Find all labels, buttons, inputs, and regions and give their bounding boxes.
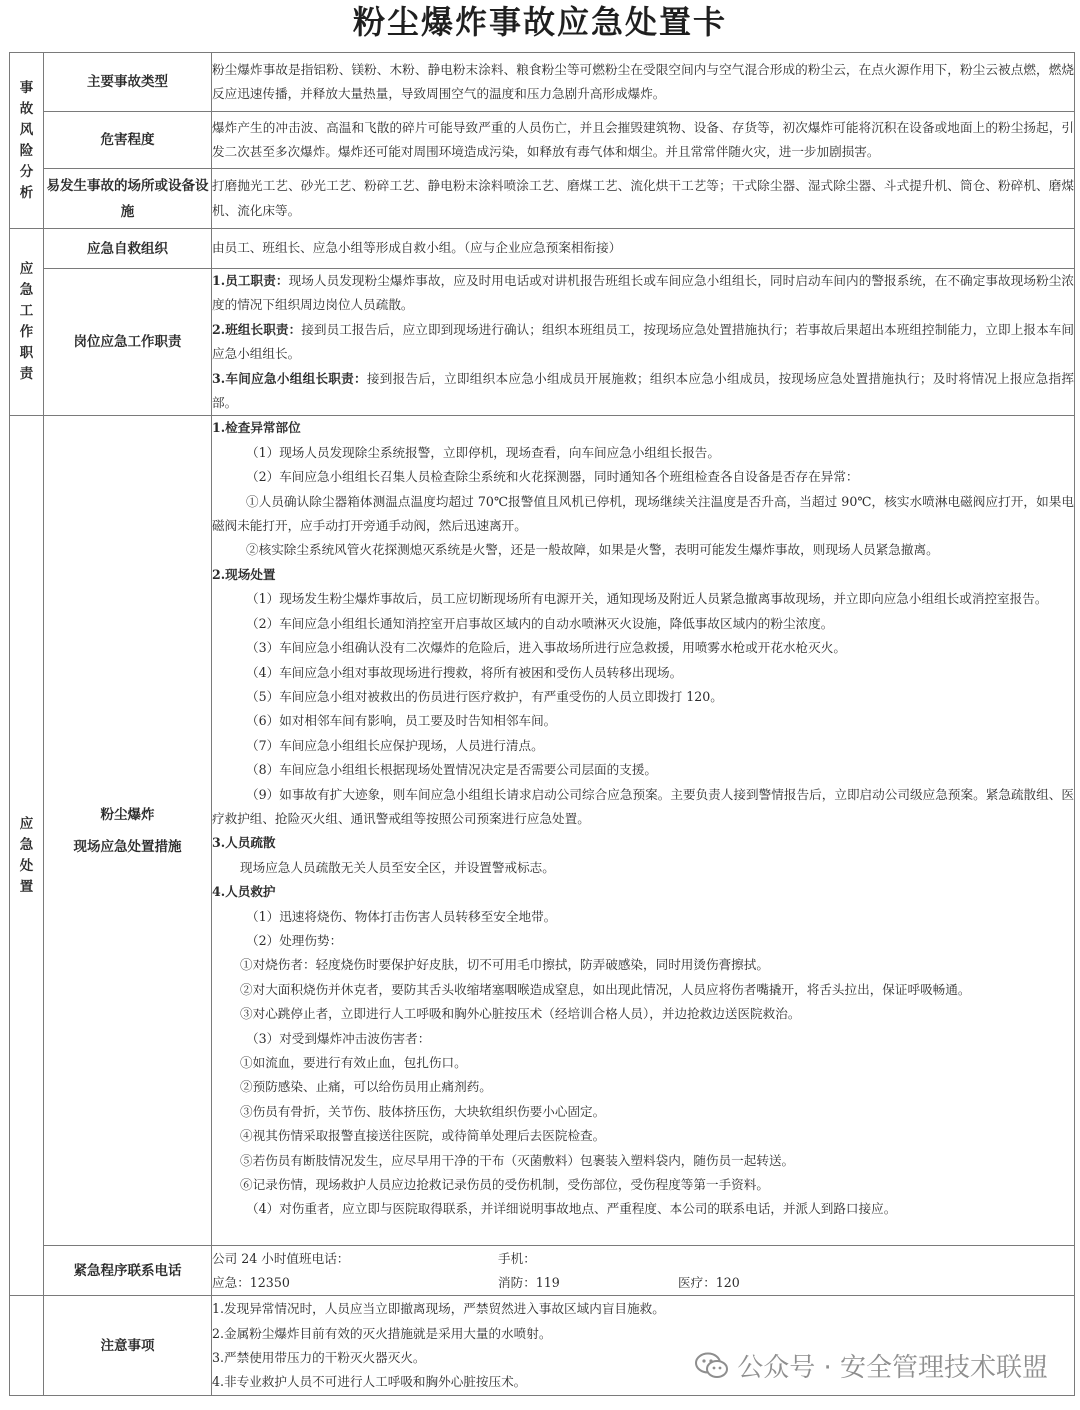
category-char: 析 [19, 184, 34, 201]
content-self-rescue-org: 由员工、班组长、应急小组等形成自救小组。（应与企业应急预案相衔接） [212, 229, 1075, 269]
disposal-step: ③伤员有骨折，关节伤、肢体挤压伤，大块软组织伤要小心固定。 [240, 1103, 606, 1119]
category-emergency-disposal [10, 416, 44, 1296]
row-accident-type [10, 53, 1075, 112]
label-emergency-phone: 紧急程序联系电话 [44, 1246, 212, 1296]
disposal-block-heading: 4.人员救护 [212, 884, 276, 900]
wechat-icon [695, 1352, 729, 1380]
disposal-block-heading: 3.人员疏散 [212, 835, 276, 851]
duty-item: 2.班组长职责：接到员工报告后，应立即到现场进行确认；组织本班组员工，按现场应急处置措施执行；若事故后果超出本班组控制能力，立即上报本车间应急小组组长。 [212, 321, 1075, 362]
disposal-step: （8）车间应急小组组长根据现场处置情况决定是否需要公司层面的支援。 [246, 762, 658, 778]
duty-item: 3.车间应急小组组长职责：接到报告后，立即组织本应急小组成员开展施救；组织本应急小组成员，按现场应急处置措施执行；及时将情况上报应急指挥部。 [212, 370, 1074, 411]
category-char: 应 [19, 815, 34, 832]
disposal-block-heading: 1.检查异常部位 [212, 420, 301, 436]
disposal-step: 现场应急人员疏散无关人员至安全区，并设置警戒标志。 [240, 859, 555, 875]
card-title: 粉尘爆炸事故应急处置卡 [352, 3, 727, 41]
disposal-step: （1）现场人员发现除尘系统报警，立即停机，现场查看，向车间应急小组组长报告。 [246, 444, 720, 460]
disposal-step: （1）现场发生粉尘爆炸事故后，员工应切断现场所有电源开关，通知现场及附近人员紧急撤离事故现场，并立即向应急小组组长或消控室报告。 [246, 591, 1048, 607]
category-char: 分 [19, 163, 34, 180]
duty-phone: 公司 24 小时值班电话： [212, 1250, 350, 1266]
label-hazard-level: 危害程度 [44, 112, 212, 169]
category-char: 职 [19, 345, 34, 362]
disposal-step: （4）对伤重者，应立即与医院取得联系，并详细说明事故地点、严重程度、本公司的联系电话，并派人到路口接应。 [246, 1201, 897, 1217]
category-char: 工 [19, 303, 34, 320]
disposal-step: ⑥记录伤情，现场救护人员应边抢救记录伤员的受伤机制，受伤部位，受伤程度等第一手资料。 [240, 1177, 769, 1193]
category-char: 应 [19, 261, 34, 278]
label-self-rescue-org: 应急自救组织 [44, 229, 212, 269]
category-char: 急 [19, 836, 34, 853]
mobile-phone: 手机： [498, 1250, 536, 1266]
row-hazard-level [10, 112, 1075, 169]
content-accident-type: 粉尘爆炸事故是指铝粉、镁粉、木粉、静电粉末涂料、粮食粉尘等可燃粉尘在受限空间内与空气混合形成的粉尘云，在点火源作用下，粉尘云被点燃，燃烧反应迅速传播，并释放大量热量，导致周围空气的温度和压力急剧升高形成爆炸。 [212, 53, 1075, 112]
disposal-step: （1）迅速将烧伤、物体打击伤害人员转移至安全地带。 [246, 908, 557, 924]
content-hazard-level: 爆炸产生的冲击波、高温和飞散的碎片可能导致严重的人员伤亡，并且会摧毁建筑物、设备、存货等，初次爆炸可能将沉积在设备或地面上的粉尘扬起，引发二次甚至多次爆炸。爆炸还可能对周围环境造成污染，如释放有毒气体和烟尘。并且常常伴随火灾，进一步加剧损害。 [212, 112, 1075, 169]
label-notes: 注意事项 [44, 1296, 212, 1396]
category-char: 急 [19, 282, 34, 299]
emergency-number: 应急：12350 [212, 1274, 290, 1290]
content-prone-sites: 打磨抛光工艺、砂光工艺、粉碎工艺、静电粉末涂料喷涂工艺、磨煤工艺、流化烘干工艺等；干式除尘器、湿式除尘器、斗式提升机、筒仓、粉碎机、磨煤机、流化床等。 [212, 169, 1075, 229]
disposal-step: ②核实除尘系统风管火花探测熄灭系统是火警，还是一般故障，如果是火警，表明可能发生爆炸事故，则现场人员紧急撤离。 [246, 542, 939, 558]
row-post-duty [10, 269, 1075, 416]
note-item: 3.严禁使用带压力的干粉灭火器灭火。 [212, 1349, 426, 1365]
watermark-text: 公众号 · 安全管理技术联盟 [737, 1353, 1048, 1383]
disposal-step: （7）车间应急小组组长应保护现场，人员进行清点。 [246, 737, 544, 753]
content-emergency-phone [212, 1246, 1075, 1296]
category-char: 风 [19, 121, 34, 138]
category-notes-empty [10, 1296, 44, 1396]
emergency-card-table [9, 52, 1075, 1396]
disposal-step: ⑤若伤员有断肢情况发生，应尽早用干净的干布（灭菌敷料）包裹装入塑料袋内，随伤员一起转送。 [240, 1152, 795, 1168]
category-char: 故 [19, 100, 34, 117]
category-char: 险 [19, 142, 34, 159]
category-emergency-duty [10, 229, 44, 416]
content-post-duty [212, 269, 1075, 416]
disposal-step: （2）车间应急小组组长召集人员检查除尘系统和火花探测器，同时通知各个班组检查各自设备是否存在异常： [246, 469, 859, 485]
row-emergency-phone [10, 1246, 1075, 1296]
category-char: 事 [19, 79, 34, 96]
note-item: 4.非专业救护人员不可进行人工呼吸和胸外心脏按压术。 [212, 1374, 527, 1390]
disposal-step: （2）处理伤势： [246, 932, 343, 948]
label-disposal-line2: 现场应急处置措施 [73, 838, 182, 855]
disposal-step: （9）如事故有扩大迹象，则车间应急小组组长请求启动公司综合应急预案。主要负责人接到警情报告后，立即启动公司级应急预案。紧急疏散组、医疗救护组、抢险灭火组、通讯警戒组等按照公司预案进行应急处置。 [212, 786, 1074, 826]
medical-number: 医疗：120 [678, 1274, 740, 1290]
note-item: 2.金属粉尘爆炸目前有效的灭火措施就是采用大量的水喷射。 [212, 1325, 552, 1341]
label-prone-sites: 易发生事故的场所或设备设施 [44, 169, 212, 229]
category-char: 处 [19, 857, 34, 874]
disposal-step: （6）如对相邻车间有影响，员工要及时告知相邻车间。 [246, 713, 557, 729]
disposal-step: （5）车间应急小组对被救出的伤员进行医疗救护，有严重受伤的人员立即拨打 120。 [246, 688, 723, 704]
disposal-step: （3）对受到爆炸冲击波伤害者： [246, 1030, 431, 1046]
watermark [695, 1347, 1048, 1384]
category-char: 责 [19, 366, 34, 383]
disposal-step: （2）车间应急小组组长通知消控室开启事故区域内的自动水喷淋灭火设施，降低事故区域内的粉尘浓度。 [246, 615, 834, 631]
disposal-step: ④视其伤情采取报警直接送往医院，或待简单处理后去医院检查。 [240, 1128, 606, 1144]
disposal-block-heading: 2.现场处置 [212, 566, 276, 582]
disposal-step: ②预防感染、止痛，可以给伤员用止痛剂药。 [240, 1079, 492, 1095]
disposal-step: ①对烧伤者：轻度烧伤时要保护好皮肤，切不可用毛巾擦拭，防弄破感染，同时用烫伤膏擦拭。 [240, 957, 769, 973]
label-disposal-measures [44, 416, 212, 1246]
category-char: 作 [19, 324, 34, 341]
disposal-step: ①人员确认除尘器箱体测温点温度均超过 70℃报警值且风机已停机，现场继续关注温度是否升高，当超过 90℃，核实水喷淋电磁阀应打开，如果电磁阀未能打开，应手动打开旁通手动阀，然后迅速离开。 [212, 493, 1074, 534]
row-prone-sites [10, 169, 1075, 229]
label-accident-type: 主要事故类型 [44, 53, 212, 112]
disposal-step: ①如流血，要进行有效止血，包扎伤口。 [240, 1055, 467, 1070]
duty-item: 1.员工职责：现场人员发现粉尘爆炸事故，应及时用电话或对讲机报告班组长或车间应急小组组长，同时启动车间内的警报系统，在不确定事故现场粉尘浓度的情况下组织周边岗位人员疏散。 [212, 273, 1074, 313]
row-self-rescue-org [10, 229, 1075, 269]
disposal-step: （3）车间应急小组确认没有二次爆炸的危险后，进入事故场所进行应急救援，用喷雾水枪或开花水枪灭火。 [246, 640, 846, 656]
content-disposal-measures [212, 416, 1075, 1246]
disposal-step: ③对心跳停止者，立即进行人工呼吸和胸外心脏按压术（经培训合格人员），并边抢救边送医院救治。 [240, 1006, 801, 1022]
disposal-step: （4）车间应急小组对事故现场进行搜救，将所有被困和受伤人员转移出现场。 [246, 664, 683, 680]
disposal-step: ②对大面积烧伤并休克者，要防其舌头收缩堵塞咽喉造成窒息，如出现此情况，人员应将伤者嘴撬开，将舌头拉出，保证呼吸畅通。 [240, 981, 971, 997]
category-char: 置 [19, 878, 34, 895]
row-disposal-measures [10, 416, 1075, 1246]
fire-number: 消防：119 [498, 1274, 560, 1290]
note-item: 1.发现异常情况时，人员应当立即撤离现场，严禁贸然进入事故区域内盲目施救。 [212, 1301, 665, 1317]
label-post-duty: 岗位应急工作职责 [44, 269, 212, 416]
label-disposal-line1: 粉尘爆炸 [100, 806, 155, 823]
category-risk-analysis [10, 53, 44, 229]
